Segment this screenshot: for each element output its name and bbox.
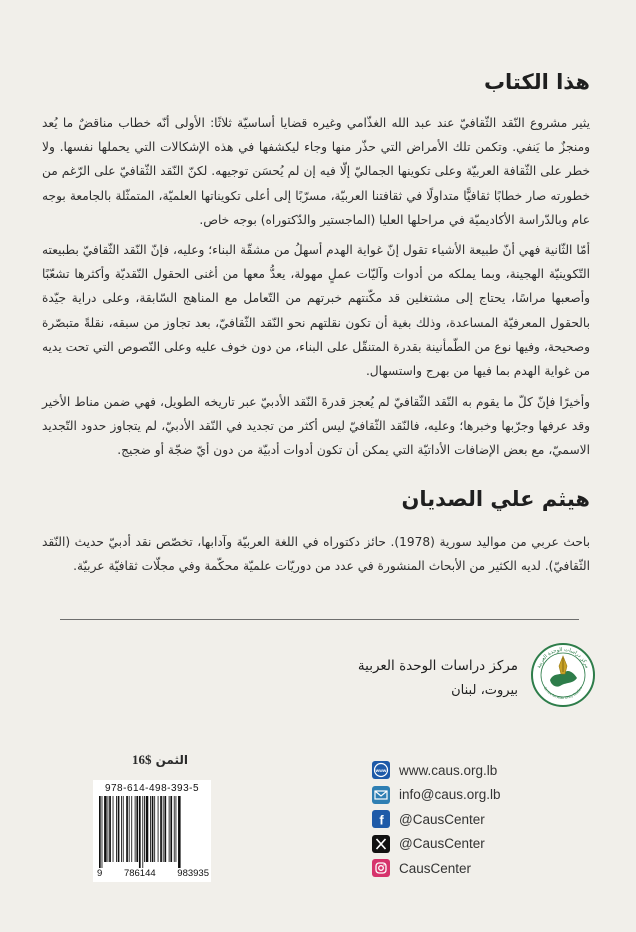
barcode-bar: [123, 796, 124, 862]
barcode-bar: [169, 796, 170, 862]
barcode-bar: [154, 796, 155, 862]
barcode-bar: [152, 796, 154, 862]
author-bio: باحث عربي من مواليد سورية (1978). حائز دكتوراه في اللغة العربيّة وآدابها، تخصّص نقد أدبيّ حديث (النّقد الثّقافيّ). لديه الكثير من الأبحاث المنشورة في عدد من دوريّات علميّة محكّمة وفي مجلّات ثقافيّة عربيّة.: [42, 535, 590, 574]
barcode-bar: [170, 796, 172, 862]
publisher-block: [336, 642, 596, 712]
barcode-bar: [174, 796, 175, 862]
barcode-bar: [135, 796, 136, 862]
barcode-bar: [131, 796, 132, 862]
logo-ring-text: مركز دراسات الوحدة العربية: [536, 646, 590, 670]
publisher-name: مركز دراسات الوحدة العربية: [357, 658, 518, 674]
barcode-bar: [142, 796, 143, 868]
isbn-text: 978-614-498-393-5: [104, 783, 200, 794]
barcode-bar: [139, 796, 141, 868]
barcode-bar: [136, 796, 138, 862]
contact-facebook-text: @CausCenter: [399, 811, 485, 827]
barcode-bar: [104, 796, 107, 862]
price: [98, 752, 188, 768]
www-icon: [372, 761, 390, 779]
instagram-icon: [372, 859, 390, 877]
barcode-bar: [116, 796, 117, 862]
divider-line: [60, 619, 579, 620]
barcode-bar: [164, 796, 166, 862]
contact-email[interactable]: [372, 783, 572, 808]
barcode-bar: [176, 796, 177, 862]
about-paragraph-2: أمّا الثّانية فهي أنّ طبيعة الأشياء تقول إنّ غواية الهدم أسهلُ من مشقّة البناء؛ وعليه، فإنّ النّقد الثّقافيّ بطبيعته التّكوينيّة الهجينة، وبما يملكه من أدوات وآليّات عملٍ مهولة، يعدُّ معها من أغنى الحقول النّقديّة وأكثرها تشعّبًا وأصعبها مراسًا، يحتاج إلى مشتغلين قد مكّنتهم خبرتهم من التّعامل مع المناهج السّابقة، وعلى دراية جيّدة بالحقول المعرفيّة المساعدة، وذلك بغية أن تكون نقلتهم نحو النّقد الثّقافيّ، بعد تجاوز من سبقه، نقلةً متبصّرة وصحيحة، وفيها نوع من الطّمأنينة بقدرة المتنقّل على البناء، من دون خوف عليه وعلى النّصوص التي تحت يديه من غواية الهدم بما فيها من بهرج واستسهال.: [42, 243, 590, 379]
publisher-logo: [530, 642, 596, 708]
barcode-bar: [99, 796, 101, 868]
contact-facebook[interactable]: [372, 807, 572, 832]
facebook-icon: [372, 810, 390, 828]
barcode-bar: [178, 796, 181, 868]
svg-text:f: f: [379, 812, 384, 828]
contact-list: [372, 758, 572, 881]
price-label: الثمن: [155, 753, 188, 767]
contact-instagram-text: CausCenter: [399, 860, 472, 876]
barcode-bar: [113, 796, 114, 862]
logo-ring-text-en: Centre for Arab Unity Studies: [542, 685, 584, 701]
x-icon: [372, 835, 390, 853]
barcode-bar: [126, 796, 128, 862]
barcode-bars: [98, 796, 206, 868]
barcode-bar: [163, 796, 164, 862]
barcode-digits: [97, 868, 209, 879]
isbn-barcode: [93, 780, 211, 882]
contact-x-text: @CausCenter: [399, 836, 485, 852]
barcode-bar: [146, 796, 149, 862]
barcode-bar: [160, 796, 162, 862]
barcode-bar: [129, 796, 130, 862]
barcode-bar: [108, 796, 109, 862]
contact-website-text: www.caus.org.lb: [399, 762, 498, 778]
barcode-bar: [118, 796, 120, 862]
barcode-bar: [158, 796, 159, 862]
contact-x[interactable]: [372, 832, 572, 857]
author-name: هيثم علي الصديان: [401, 487, 590, 511]
barcode-bar: [109, 796, 111, 862]
contact-instagram[interactable]: [372, 856, 572, 881]
email-icon: [372, 786, 390, 804]
about-paragraph-3: وأخيرًا فإنّ كلّ ما يقوم به النّقد الثّقافيّ لم يُعجز قدرةَ النّقد الأدبيّ عبر تاريخه الطويل، فهي ضمن مناط الأخير وقد عرفها وجرّبها وخبرها؛ وعليه، فالنّقد الثّقافيّ ليس أكثر من تجديد في النّقد الأدبيّ، لم يتجاوز حدود التّجديد الاسميّ، مع بعض الإضافات الأداتيّة التي يمكن أن تكون أدوات أدبيّة من دون أيّ ضجّة أو ضجيج.: [42, 395, 590, 458]
publisher-location: بيروت، لبنان: [451, 683, 518, 698]
barcode-digit-prefix: 9: [97, 868, 103, 879]
barcode-bar: [102, 796, 103, 868]
about-paragraph-1: يثير مشروع النّقد الثّقافيّ عند عبد الله الغذّامي وغيره قضايا أساسيّة ثلاثًا: الأولى أنّه خطاب مناقضٌ ما يُعد ومنجزٌ ما يَنفي. وتكمن تلك الأمراض التي حذّر منها وجاء ليكشفها في هذه الإشكالات التي يحملها نفسها. ولا خطر على الثّقافة العربيّة وعلى تكوينها الجماليّ إلّا فيه إن لم يُحسَن توجيهه. لكنّ النّقد الثّقافيّ على الرّغم من خطورته صار خطابًا ثقافيًّا متداولًا في ثقافتنا العربيّة، مسرّبًا إلى أعلى تكويناتها العلميّة، المتمثّلة بالجامعة بوجه عام وبالدّراسة الأكاديميّة في مراحلها العليا (الماجستير والدّكتوراه) بوجه خاص.: [42, 116, 590, 227]
svg-text:www: www: [375, 768, 387, 774]
contact-website[interactable]: [372, 758, 572, 783]
barcode-bar: [121, 796, 122, 862]
contact-email-text: info@caus.org.lb: [399, 787, 501, 803]
barcode-bar: [150, 796, 151, 862]
price-value: $16: [131, 752, 152, 767]
about-book-title: هذا الكتاب: [483, 70, 590, 94]
barcode-bar: [144, 796, 145, 862]
barcode-digit-right: 983935: [177, 868, 209, 879]
barcode-digit-left: 786144: [123, 868, 156, 879]
